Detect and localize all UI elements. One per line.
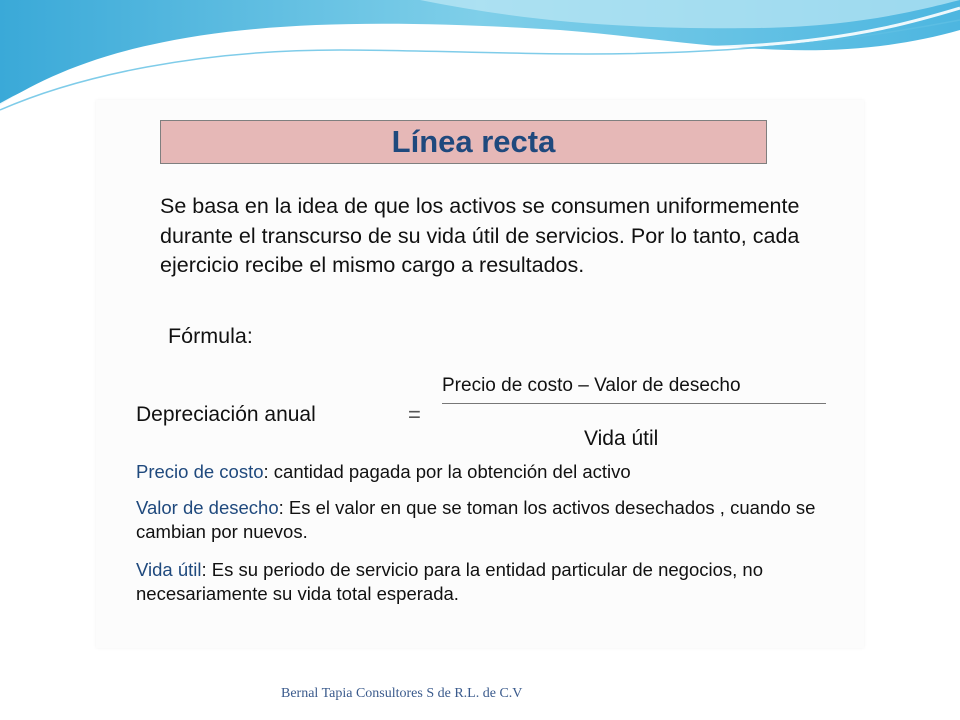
fraction-line [442, 403, 826, 404]
formula-numerator: Precio de costo – Valor de desecho [442, 375, 741, 396]
slide-title: Línea recta [391, 124, 556, 159]
definition-term: Valor de desecho [136, 497, 279, 518]
definition-precio-de-costo [136, 460, 836, 484]
definition-valor-de-desecho [136, 496, 836, 544]
formula-lhs: Depreciación anual [136, 403, 316, 426]
definition-text: : Es su periodo de servicio para la entidad particular de negocios, no necesariamente su vida total esperada. [136, 559, 763, 604]
definition-term: Precio de costo [136, 461, 264, 482]
formula-label: Fórmula: [168, 324, 253, 348]
formula-denominator: Vida útil [584, 427, 659, 450]
definition-term: Vida útil [136, 559, 202, 580]
footer-text: Bernal Tapia Consultores S de R.L. de C.V [281, 686, 523, 701]
intro-paragraph: Se basa en la idea de que los activos se consumen uniformemente durante el transcurso de su vida útil de servicios. Por lo tanto, cada ejercicio recibe el mismo cargo a resultados. [160, 194, 800, 277]
title-box [160, 120, 767, 164]
definition-text: : cantidad pagada por la obtención del activo [263, 461, 631, 482]
formula-equals: = [408, 402, 421, 427]
definition-text: : Es el valor en que se toman los activos desechados , cuando se cambian por nuevos. [136, 497, 816, 542]
definition-vida-util [136, 558, 836, 606]
